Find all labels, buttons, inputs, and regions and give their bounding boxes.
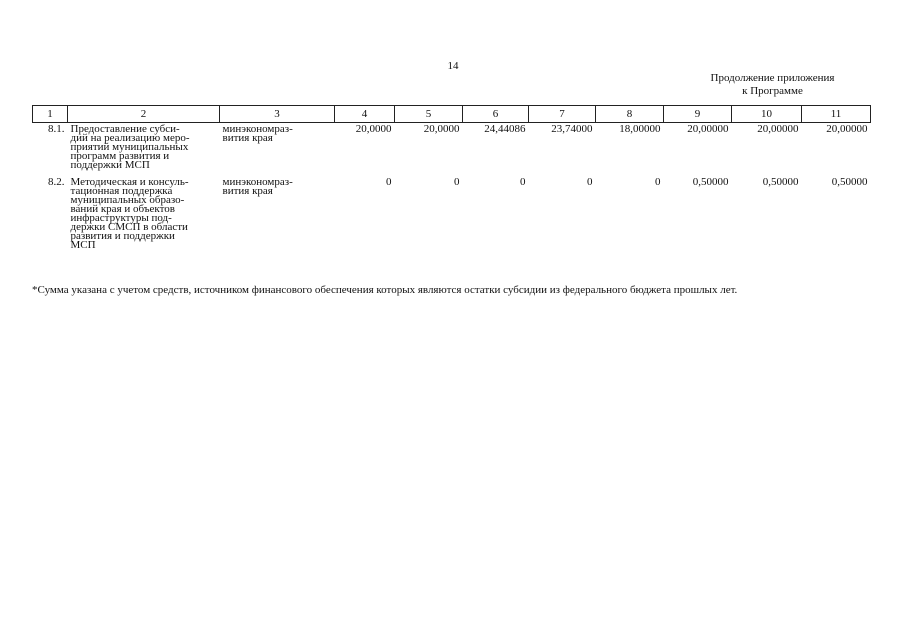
row-number: 8.1. xyxy=(48,123,65,135)
value-cell: 0 xyxy=(655,176,661,188)
measure-name-line: инфраструктуры под- xyxy=(70,212,172,224)
column-header: 1 xyxy=(33,106,68,123)
column-header: 8 xyxy=(596,106,664,123)
value-cell: 20,0000 xyxy=(355,123,392,135)
continuation-line-1: Продолжение приложения xyxy=(710,72,835,84)
responsible-executor xyxy=(220,176,335,256)
table-row xyxy=(33,176,871,256)
measure-name xyxy=(68,176,220,256)
executor-line: минэкономраз- xyxy=(222,123,293,135)
column-header: 9 xyxy=(664,106,732,123)
executor-line: вития края xyxy=(222,185,273,197)
value-cell: 0 xyxy=(386,176,392,188)
value-cell: 20,00000 xyxy=(826,123,868,135)
column-header: 2 xyxy=(68,106,220,123)
table-row xyxy=(33,123,871,177)
value-cell: 0,50000 xyxy=(762,176,799,188)
value-cell: 24,44086 xyxy=(484,123,526,135)
column-header: 6 xyxy=(463,106,529,123)
column-header: 7 xyxy=(529,106,596,123)
measure-name-line: развития и поддержки xyxy=(70,230,175,242)
value-cell: 0 xyxy=(587,176,593,188)
column-header: 3 xyxy=(220,106,335,123)
executor-line: вития края xyxy=(222,132,273,144)
value-cell: 20,00000 xyxy=(687,123,729,135)
page-number: 14 xyxy=(447,60,459,72)
measure-name-line: программ развития и xyxy=(70,150,170,162)
value-cell: 0,50000 xyxy=(831,176,868,188)
row-number: 8.2. xyxy=(48,176,65,188)
program-table xyxy=(32,105,871,256)
measure-name-line: держки СМСП в области xyxy=(70,221,188,233)
measure-name-line: ваний края и объектов xyxy=(70,203,175,215)
value-cell: 18,00000 xyxy=(619,123,661,135)
value-cell: 0 xyxy=(454,176,460,188)
measure-name-line: дий на реализацию меро- xyxy=(70,132,190,144)
value-cell: 0 xyxy=(520,176,526,188)
continuation-caption xyxy=(660,72,885,98)
column-header: 10 xyxy=(732,106,802,123)
measure-name-line: поддержки МСП xyxy=(70,159,150,171)
column-header: 5 xyxy=(395,106,463,123)
column-header: 4 xyxy=(335,106,395,123)
measure-name-line: Предоставление субси- xyxy=(70,123,180,135)
continuation-line-2: к Программе xyxy=(742,85,803,97)
table-header-row xyxy=(33,106,871,123)
value-cell: 0,50000 xyxy=(692,176,729,188)
value-cell: 20,0000 xyxy=(423,123,460,135)
measure-name-line: тационная поддержка xyxy=(70,185,173,197)
measure-name-line: приятий муниципальных xyxy=(70,141,189,153)
measure-name-line: муниципальных образо- xyxy=(70,194,185,206)
value-cell: 23,74000 xyxy=(551,123,593,135)
measure-name-line: МСП xyxy=(70,239,96,251)
value-cell: 20,00000 xyxy=(757,123,799,135)
measure-name-line: Методическая и консуль- xyxy=(70,176,189,188)
column-header: 11 xyxy=(802,106,871,123)
measure-name xyxy=(68,123,220,177)
responsible-executor xyxy=(220,123,335,177)
executor-line: минэкономраз- xyxy=(222,176,293,188)
footnote: *Сумма указана с учетом средств, источником финансового обеспечения которых являются остатки субсидии из федерального бюджета прошлых лет. xyxy=(32,284,738,296)
